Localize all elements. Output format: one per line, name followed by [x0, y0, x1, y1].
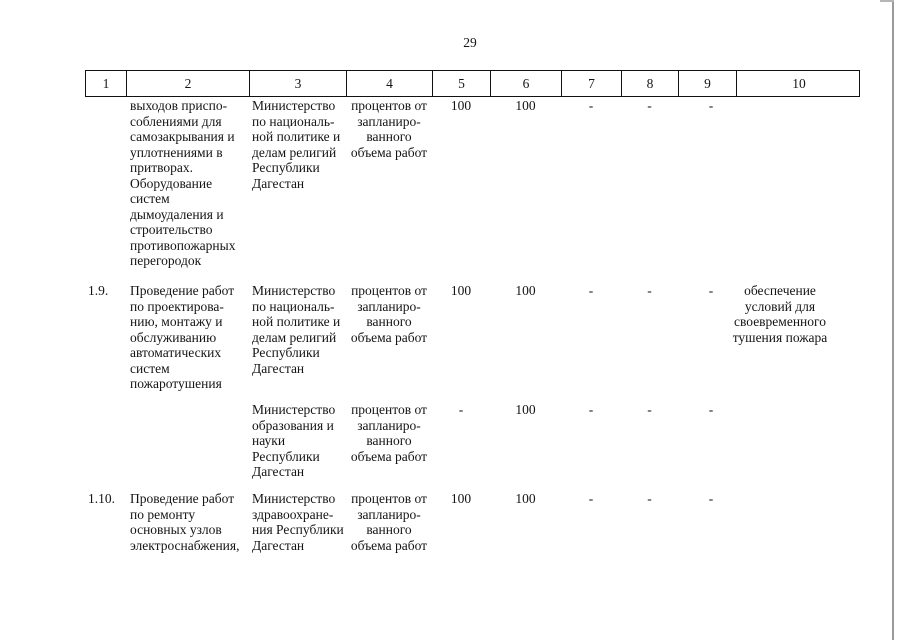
page-number: 29 [463, 35, 477, 50]
measure-name: Проведение работ по ремонту основных узлов электроснабжения, [130, 491, 240, 553]
header-col5: 5 [433, 71, 491, 96]
measure-name: Проведение работ по проектирова- нию, монтажу и обслуживанию автоматических систем пожаротушения [130, 283, 235, 391]
header-col10: 10 [792, 76, 806, 91]
executor: Министерство образования и науки Республики Дагестан [252, 402, 336, 479]
unit-of-measure: процентов от запланиро- ванного объема работ [350, 98, 428, 160]
value-col8: - [647, 283, 652, 298]
value-col8: - [647, 98, 652, 113]
unit-of-measure: процентов от запланиро- ванного объема работ [350, 491, 428, 553]
expected-result [730, 402, 860, 480]
row-number: 1.10. [88, 491, 115, 506]
expected-result [730, 98, 860, 269]
value-col5: 100 [450, 283, 472, 298]
value-col5: - [458, 402, 464, 417]
unit-of-measure: процентов от запланиро- ванного объема работ [350, 402, 428, 464]
header-col1: 1 [86, 71, 127, 96]
executor: Министерство по националь- ной политике и делам религий Республики Дагестан [252, 98, 341, 191]
unit-of-measure: процентов от запланиро- ванного объема работ [350, 283, 428, 345]
value-col7: - [588, 283, 594, 298]
value-col5: 100 [450, 98, 472, 113]
expected-result: обеспечение условий для своевременного тушения пожара [732, 283, 828, 345]
scan-border-corner [880, 0, 894, 2]
header-col6: 6 [491, 71, 562, 96]
value-col6: 100 [515, 491, 536, 506]
row-number: 1.9. [88, 283, 109, 298]
value-col9: - [708, 98, 714, 113]
expected-result [730, 491, 860, 553]
measure-name: выходов приспо- соблениями для самозакрывания и уплотнениями в притворах. Оборудование систем дымоудаления и строительство противопожарных перегородок [130, 98, 236, 268]
value-col9: - [708, 283, 714, 298]
table-row [85, 283, 860, 392]
table-row [85, 98, 860, 269]
value-col7: - [588, 491, 594, 506]
value-col5: 100 [450, 491, 472, 506]
table-header-row [85, 70, 860, 97]
value-col6: 100 [515, 402, 536, 417]
measure-name [126, 402, 249, 480]
scan-border-edge [892, 0, 894, 640]
row-number [85, 402, 126, 480]
value-col6: 100 [515, 98, 536, 113]
value-col7: - [588, 402, 594, 417]
value-col8: - [647, 491, 652, 506]
executor: Министерство здравоохране- ния Республики Дагестан [252, 491, 344, 553]
value-col6: 100 [515, 283, 536, 298]
value-col7: - [588, 98, 594, 113]
row-number [85, 98, 126, 269]
header-col8: 8 [622, 71, 679, 96]
value-col9: - [708, 491, 714, 506]
value-col9: - [708, 402, 714, 417]
header-col7: 7 [562, 71, 622, 96]
header-col2: 2 [127, 71, 250, 96]
header-col9: 9 [679, 71, 737, 96]
header-col3: 3 [250, 71, 347, 96]
executor: Министерство по националь- ной политике и делам религий Республики Дагестан [252, 283, 341, 376]
table-row [85, 402, 860, 480]
table-row [85, 491, 860, 553]
header-col4: 4 [347, 71, 433, 96]
value-col8: - [647, 402, 652, 417]
